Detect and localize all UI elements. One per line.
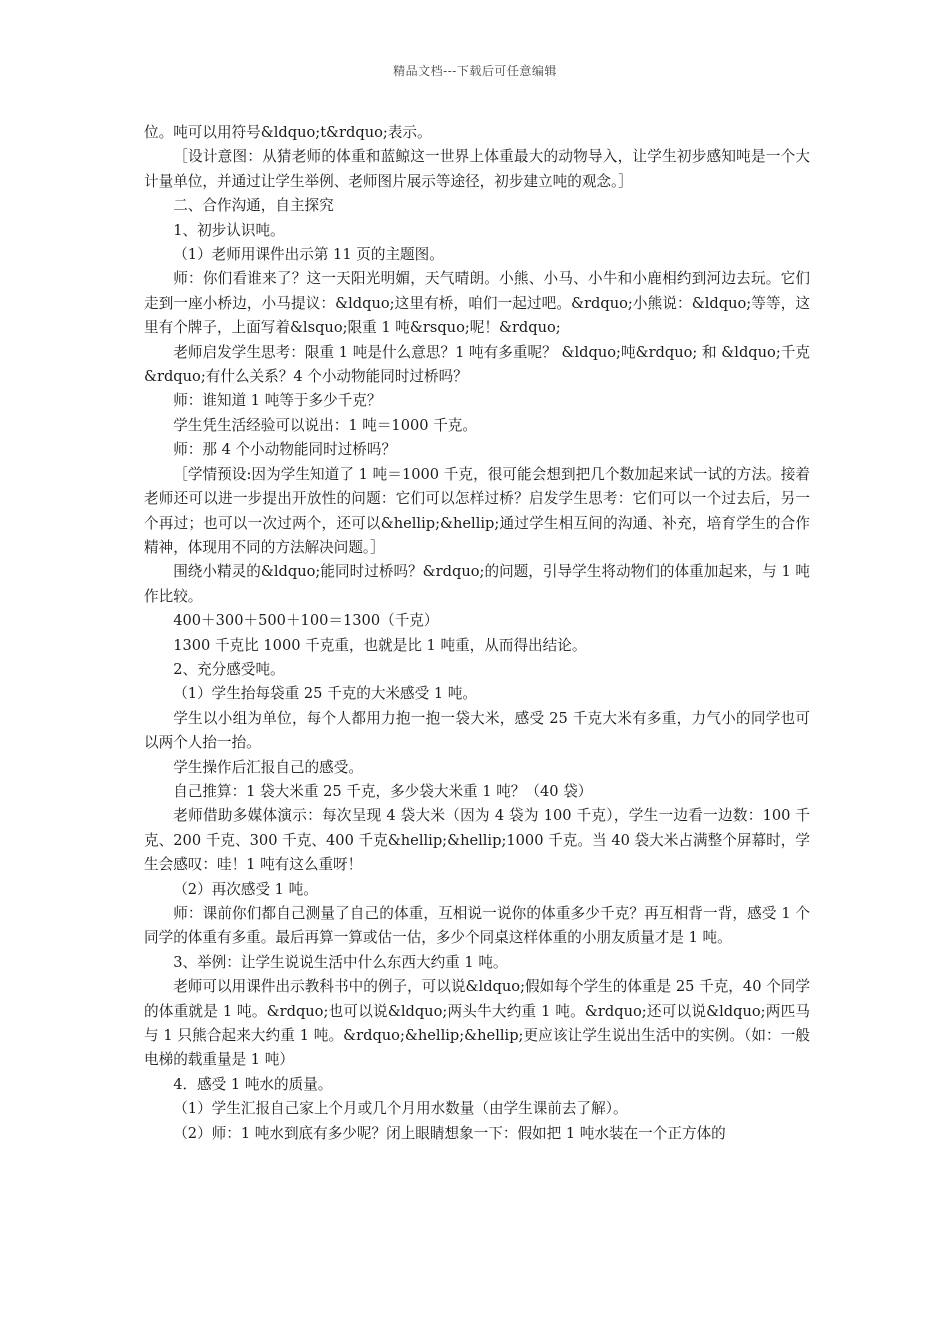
paragraph: 老师可以用课件出示教科书中的例子，可以说&ldquo;假如每个学生的体重是 25 千克，40 个同学的体重就是 1 吨。&rdquo;也可以说&ldquo;两头牛大约重 1 吨。&rdquo;还可以说&ldquo;两匹马与 1 只熊合起来大约重 1 吨。&rdquo;&hellip;&hellip;更应该让学生说出生活中的实例。（如：一般电梯的载重量是 1 吨） <box>144 978 810 1069</box>
paragraph: （1）学生汇报自己家上个月或几个月用水数量（由学生课前去了解）。 <box>173 1100 628 1118</box>
paragraph: 师：谁知道 1 吨等于多少千克？ <box>173 392 382 410</box>
paragraph: 学生以小组为单位，每个人都用力抱一抱一袋大米，感受 25 千克大米有多重，力气小的同学也可以两个人抬一抬。 <box>144 709 810 752</box>
paragraph: （2）师：1 吨水到底有多少呢？闭上眼睛想象一下：假如把 1 吨水装在一个正方体的 <box>173 1124 726 1142</box>
subsection-heading: 1、初步认识吨。 <box>173 221 285 239</box>
paragraph: 师：那 4 个小动物能同时过桥吗？ <box>173 441 397 459</box>
paragraph: ［学情预设:因为学生知道了 1 吨＝1000 千克，很可能会想到把几个数加起来试一试的方法。接着老师还可以进一步提出开放性的问题：它们可以怎样过桥？启发学生思考：它们可以一个过去后，另一个再过；也可以一次过两个，还可以&hellip;&hellip;通过学生相互间的沟通、补充，培育学生的合作精神，体现用不同的方法解决问题。］ <box>144 465 810 556</box>
document-body <box>144 121 810 1146</box>
paragraph: （1）学生抬每袋重 25 千克的大米感受 1 吨。 <box>173 685 477 703</box>
subsection-heading: 2、充分感受吨。 <box>173 660 285 678</box>
page-header: 精品文档---下载后可任意编辑 <box>393 64 557 78</box>
paragraph: 位。吨可以用符号&ldquo;t&rdquo;表示。 <box>144 124 432 141</box>
subsection-heading: 4．感受 1 吨水的质量。 <box>173 1075 333 1093</box>
paragraph: 学生操作后汇报自己的感受。 <box>173 758 363 776</box>
paragraph: （2）再次感受 1 吨。 <box>173 880 318 898</box>
paragraph: 师：课前你们都自己测量了自己的体重，互相说一说你的体重多少千克？再互相背一背，感受 1 个同学的体重有多重。最后再算一算或估一估，多少个同桌这样体重的小朋友质量才是 1 吨。 <box>144 905 810 947</box>
section-heading: 二、合作沟通，自主探究 <box>173 197 334 215</box>
paragraph: 自己推算：1 袋大米重 25 千克，多少袋大米重 1 吨？（40 袋） <box>173 782 593 800</box>
paragraph: 围绕小精灵的&ldquo;能同时过桥吗？&rdquo;的问题，引导学生将动物们的体重加起来，与 1 吨作比较。 <box>144 563 810 605</box>
paragraph: 老师启发学生思考：限重 1 吨是什么意思？1 吨有多重呢？ &ldquo;吨&rdquo; 和 &ldquo;千克&rdquo;有什么关系？4 个小动物能同时过桥吗？ <box>144 343 810 386</box>
paragraph: （1）老师用课件出示第 11 页的主题图。 <box>173 246 444 264</box>
equation: 400＋300＋500＋100＝1300（千克） <box>173 612 439 630</box>
subsection-heading: 3、举例：让学生说说生活中什么东西大约重 1 吨。 <box>173 953 508 971</box>
paragraph: 师：你们看谁来了？这一天阳光明媚，天气晴朗。小熊、小马、小牛和小鹿相约到河边去玩。它们走到一座小桥边，小马提议：&ldquo;这里有桥，咱们一起过吧。&rdquo;小熊说：&ldquo;等等，这里有个牌子，上面写着&lsquo;限重 1 吨&rsquo;呢！&rdquo; <box>144 270 810 337</box>
paragraph: 1300 千克比 1000 千克重，也就是比 1 吨重，从而得出结论。 <box>173 636 587 654</box>
paragraph: 老师借助多媒体演示：每次呈现 4 袋大米（因为 4 袋为 100 千克），学生一边看一边数：100 千克、200 千克、300 千克、400 千克&hellip;&hellip;1000 千克。当 40 袋大米占满整个屏幕时，学生会感叹：哇！1 吨有这么重呀！ <box>144 807 810 874</box>
paragraph: 学生凭生活经验可以说出：1 吨＝1000 千克。 <box>173 416 477 434</box>
paragraph: ［设计意图：从猜老师的体重和蓝鲸这一世界上体重最大的动物导入，让学生初步感知吨是一个大计量单位，并通过让学生举例、老师图片展示等途径，初步建立吨的观念。］ <box>144 148 810 190</box>
